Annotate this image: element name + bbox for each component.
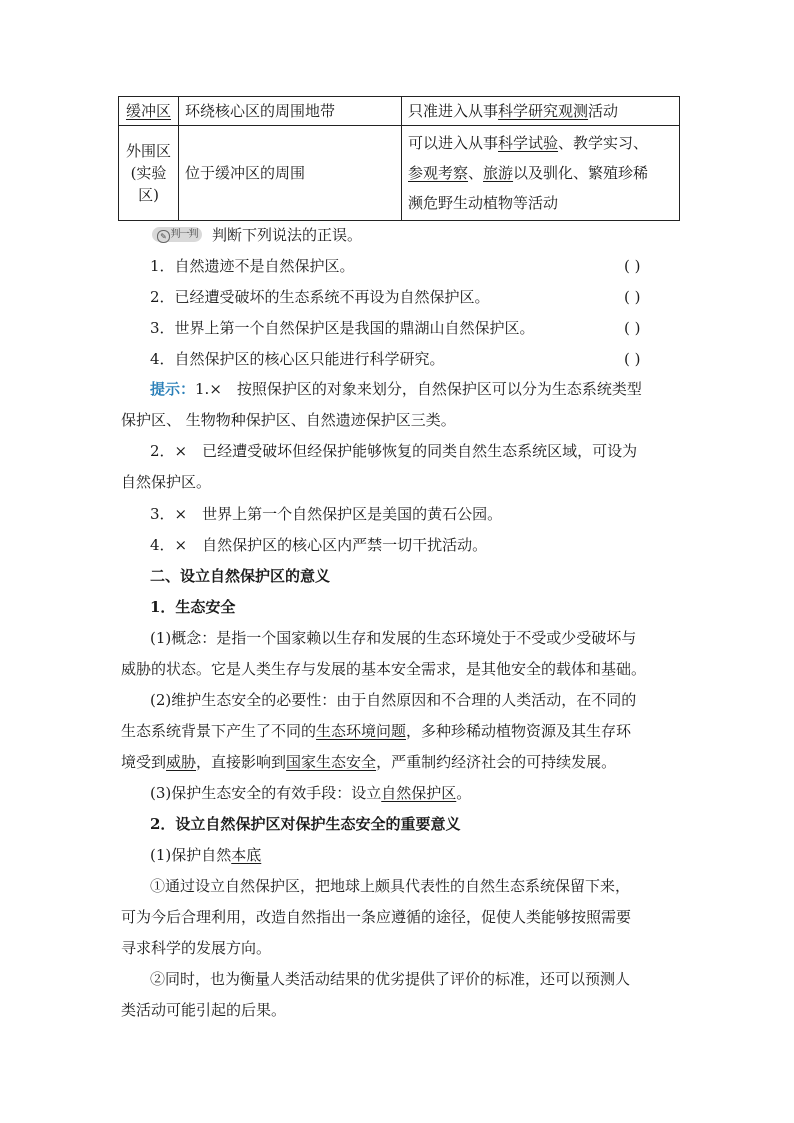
paragraph-point-1-cont: 可为今后合理利用，改造自然指出一条应遵循的途径，促使人类能够按照需要 xyxy=(121,908,632,926)
hint-3: 3．× 世界上第一个自然保护区是美国的黄石公园。 xyxy=(150,505,503,523)
zone-activity-cell: 可以进入从事科学试验、教学实习、 参观考察、旅游以及驯化、繁殖珍稀 濒危野生动植物等活动 xyxy=(402,126,680,221)
paragraph-baseline: (1)保护自然本底 xyxy=(150,846,262,864)
judge-badge: ✎ 判一判 xyxy=(152,227,202,242)
paragraph-point-2: ②同时，也为衡量人类活动结果的优劣提供了评价的标准，还可以预测人 xyxy=(150,970,631,988)
answer-blank: ( ) xyxy=(624,350,641,368)
judge-item: 4．自然保护区的核心区只能进行科学研究。 xyxy=(150,350,445,368)
paragraph-necessity-cont: 境受到威胁，直接影响到国家生态安全，严重制约经济社会的可持续发展。 xyxy=(121,753,617,771)
hint-2: 2．× 已经遭受破坏但经保护能够恢复的同类自然生态系统区域，可设为 xyxy=(150,442,638,460)
hint-label: 提示： xyxy=(150,380,196,398)
section-heading: 二、设立自然保护区的意义 xyxy=(150,567,331,585)
judge-instruction: 判断下列说法的正误。 xyxy=(212,226,363,244)
answer-blank: ( ) xyxy=(624,288,641,306)
zone-location-cell: 位于缓冲区的周围 xyxy=(179,126,402,221)
judge-item: 3．世界上第一个自然保护区是我国的鼎湖山自然保护区。 xyxy=(150,319,535,337)
answer-blank: ( ) xyxy=(624,319,641,337)
paragraph-point-1: ①通过设立自然保护区，把地球上颇具代表性的自然生态系统保留下来， xyxy=(150,877,631,895)
zone-table xyxy=(118,96,680,221)
paragraph-point-1-cont: 寻求科学的发展方向。 xyxy=(121,939,272,957)
hint-2-cont: 自然保护区。 xyxy=(121,473,212,491)
zone-location-cell: 环绕核心区的周围地带 xyxy=(179,97,402,126)
subheading-ecological-security: 1．生态安全 xyxy=(150,598,236,616)
subheading-significance: 2．设立自然保护区对保护生态安全的重要意义 xyxy=(150,815,461,833)
judge-item: 2．已经遭受破坏的生态系统不再设为自然保护区。 xyxy=(150,288,490,306)
paragraph-necessity: (2)维护生态安全的必要性：由于自然原因和不合理的人类活动，在不同的 xyxy=(150,691,637,709)
paragraph-means: (3)保护生态安全的有效手段：设立自然保护区。 xyxy=(150,784,472,802)
hint-4: 4．× 自然保护区的核心区内严禁一切干扰活动。 xyxy=(150,536,488,554)
hint-1: 提示：1.× 按照保护区的对象来划分，自然保护区可以分为生态系统类型 xyxy=(150,380,642,398)
paragraph-concept-cont: 威胁的状态。它是人类生存与发展的基本安全需求，是其他安全的载体和基础。 xyxy=(121,660,647,678)
zone-name-cell: 外围区 (实验区) xyxy=(119,126,179,221)
pencil-icon: ✎ xyxy=(157,230,170,243)
answer-blank: ( ) xyxy=(624,257,641,275)
zone-name-cell: 缓冲区 xyxy=(119,97,179,126)
zone-activity-cell: 只准进入从事科学研究观测活动 xyxy=(402,97,680,126)
table-row xyxy=(119,126,680,221)
judge-item: 1．自然遗迹不是自然保护区。 xyxy=(150,257,355,275)
paragraph-concept: (1)概念：是指一个国家赖以生存和发展的生态环境处于不受或少受破坏与 xyxy=(150,629,637,647)
hint-1-cont: 保护区、 生物物种保护区、自然遗迹保护区三类。 xyxy=(121,411,456,429)
paragraph-point-2-cont: 类活动可能引起的后果。 xyxy=(121,1001,287,1019)
paragraph-necessity-cont: 生态系统背景下产生了不同的生态环境问题，多种珍稀动植物资源及其生存环 xyxy=(121,722,632,740)
table-row xyxy=(119,97,680,126)
